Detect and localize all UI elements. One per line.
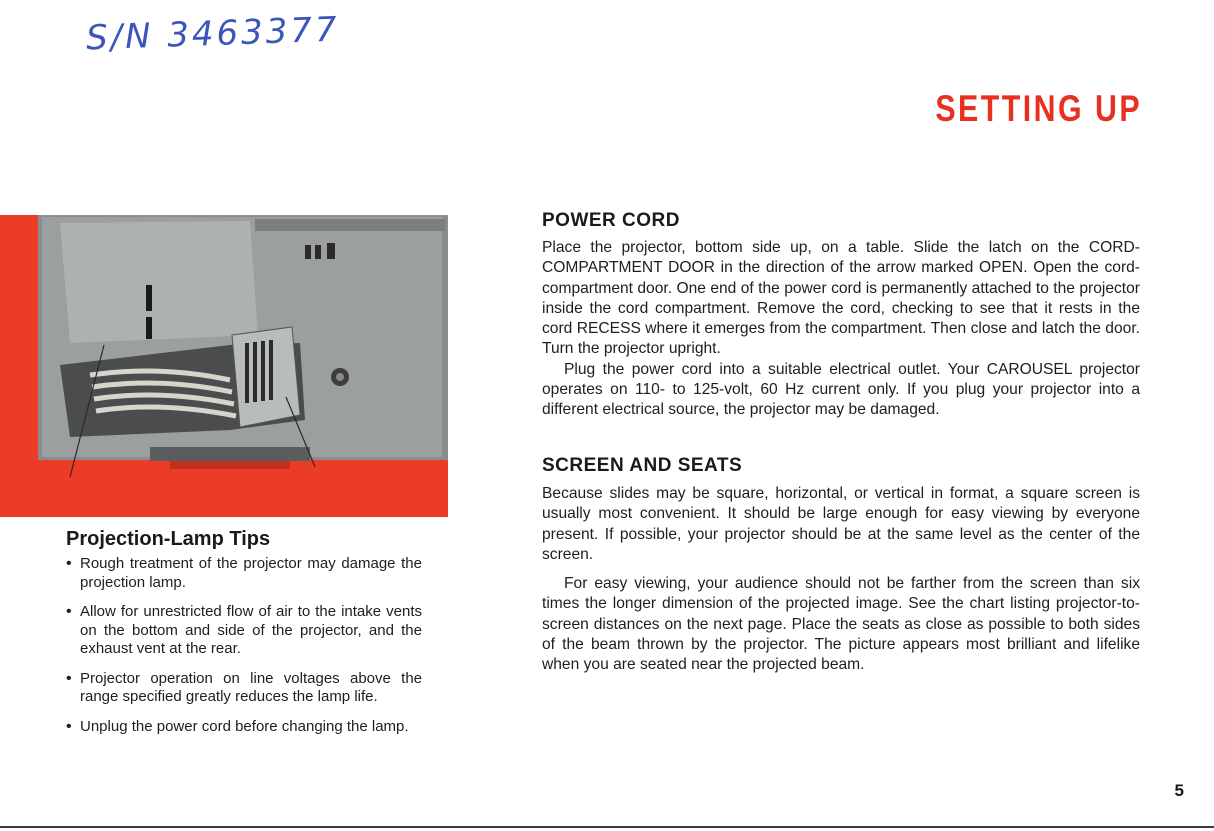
page-number: 5 [1174, 781, 1184, 800]
power-cord-paragraph-2: Plug the power cord into a suitable electrical outlet. Your CAROUSEL projector operates on 110- to 125-volt, 60 Hz current only. If you plug your projector into a different electrical source, the projector may be damaged. [542, 360, 1140, 419]
screen-and-seats-paragraph-2: For easy viewing, your audience should not be farther from the screen than six times the longer dimension of the projected image. See the chart listing projector-to-screen distances on the next page. Place the seats as close as possible to both sides of the beam thrown by the projector. The picture appears most brilliant and lifelike when you are seated near the projected beam. [542, 575, 1140, 674]
projection-lamp-tips [66, 528, 422, 747]
screen-and-seats-paragraph-1: Because slides may be square, horizontal, or vertical in format, a square screen is usually most convenient. It should be large enough for easy viewing by everyone present. If possible, your projector should be at the same level as the center of the screen. [542, 485, 1140, 563]
list-item: • Unplug the power cord before changing the lamp. [66, 718, 422, 737]
projector-illustration [0, 215, 448, 517]
power-cord-paragraph-1: Place the projector, bottom side up, on a table. Slide the latch on the CORD-COMPARTMENT DOOR in the direction of the arrow marked OPEN. Open the cord-compartment door. One end of the power cord is permanently attached to the projector inside the cord compartment. Remove the cord, checking to see that it rests in the cord RECESS where it emerges from the compartment. Then close and latch the door. Turn the projector upright. [542, 239, 1140, 358]
tips-list [66, 555, 422, 736]
screen-and-seats-heading: SCREEN AND SEATS [542, 455, 743, 476]
power-cord-heading: POWER CORD [542, 210, 680, 231]
page-title: SETTING UP [935, 88, 1142, 129]
bottom-divider [0, 826, 1214, 828]
list-item: • Projector operation on line voltages above the range specified greatly reduces the lamp life. [66, 670, 422, 707]
list-item: • Allow for unrestricted flow of air to the intake vents on the bottom and side of the projector, and the exhaust vent at the rear. [66, 603, 422, 659]
screen-and-seats-section [542, 455, 1140, 676]
handwritten-serial-number: S/N 3463377 [85, 9, 341, 59]
tips-heading: Projection-Lamp Tips [66, 528, 271, 550]
power-cord-section [542, 210, 1140, 421]
projector-photo [0, 215, 448, 517]
list-item: • Rough treatment of the projector may damage the projection lamp. [66, 555, 422, 592]
